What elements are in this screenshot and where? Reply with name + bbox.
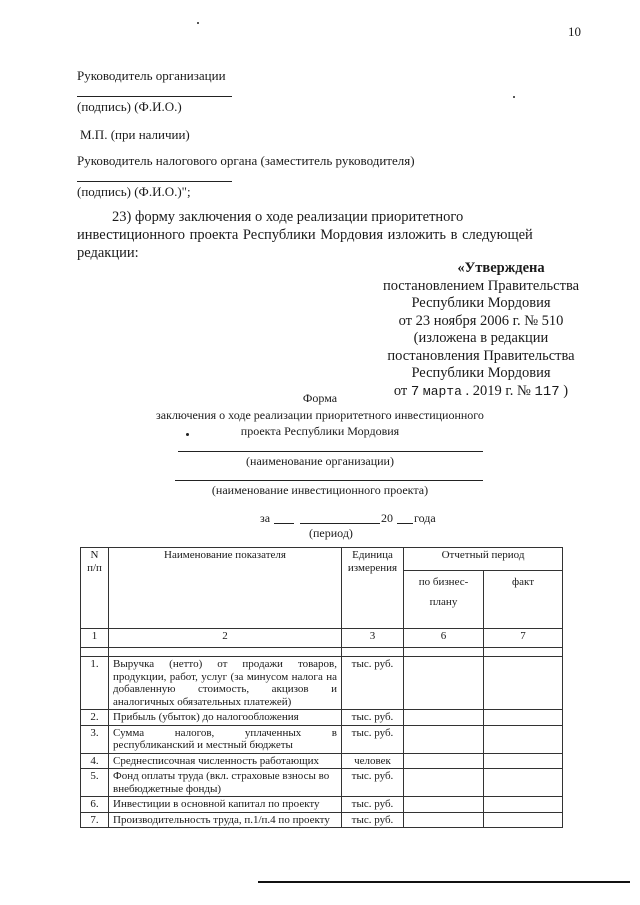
signature-caption-2: (подпись) (Ф.И.О.)"; [77,184,191,199]
table-row [81,797,563,813]
row-unit: тыс. руб. [342,657,404,710]
approval-date-day: 7 [410,383,420,400]
row-fact [484,769,563,797]
form-subtitle-1: заключения о ходе реализации приоритетного инвестиционного [156,408,484,422]
row-number: 1. [81,657,109,710]
row-plan [404,657,484,710]
table-row [81,725,563,753]
row-name: Инвестиции в основной капитал по проекту [109,797,342,813]
approval-block [376,260,586,401]
header-n: N п/п [81,548,109,629]
approval-line: постановления Правительства [387,347,575,364]
row-plan [404,769,484,797]
row-number: 3. [81,725,109,753]
row-name: Выручка (нетто) от продажи товаров, продукции, работ, услуг (за минусом налога на добавленную стоимость, акцизов и аналогичных обязательных платежей) [109,657,342,710]
row-name: Среднесписочная численность работающих [109,753,342,769]
row-plan [404,710,484,726]
colnum: 3 [342,629,404,648]
colnum: 6 [404,629,484,648]
row-unit: человек [342,753,404,769]
form-title: Форма [302,391,338,405]
column-numbers-row [81,629,563,648]
table-row [81,657,563,710]
scan-edge-mark [258,881,630,883]
signature-line-1 [77,96,232,97]
scan-dot [513,96,515,98]
row-plan [404,753,484,769]
period-blank-1 [274,523,294,524]
para23-line3: редакции: [77,245,139,261]
row-unit: тыс. руб. [342,797,404,813]
scan-dot [186,433,189,436]
colnum: 2 [109,629,342,648]
period-suffix: года [414,511,436,525]
header-fact: факт [484,571,563,629]
row-number: 7. [81,812,109,828]
para23-line1: 23) форму заключения о ходе реализации приоритетного [112,209,464,225]
signature-line-2 [77,181,232,182]
scan-dot [197,22,199,24]
form-subtitle-2: проекта Республики Мордовия [240,424,400,438]
table-row [81,769,563,797]
table-row [81,710,563,726]
row-name: Сумма налогов, уплаченных в республиканский и местный бюджеты [109,725,342,753]
approval-date-month: марта [422,383,462,399]
table-header-row [81,548,563,571]
row-plan [404,725,484,753]
period-year: 20 [381,511,393,525]
project-name-line [175,480,483,481]
row-unit: тыс. руб. [342,769,404,797]
approval-title: «Утверждена [457,260,545,276]
row-fact [484,753,563,769]
page-number: 10 [568,24,581,39]
approval-date-prefix: от [393,382,408,399]
signature-caption-1: (подпись) (Ф.И.О.) [77,99,182,114]
tax-head-label: Руководитель налогового органа (заместитель руководителя) [77,153,415,168]
org-head-label: Руководитель организации [77,68,226,83]
period-caption: (период) [309,526,353,540]
header-plan: по бизнес-плану [404,571,484,629]
row-number: 4. [81,753,109,769]
header-period: Отчетный период [404,548,563,571]
period-blank-2 [300,523,380,524]
colnum: 1 [81,629,109,648]
row-plan [404,797,484,813]
seal-label: М.П. (при наличии) [80,127,190,142]
row-fact [484,657,563,710]
row-fact [484,710,563,726]
period-blank-3 [397,523,413,524]
approval-line: Республики Мордовия [411,295,551,311]
row-unit: тыс. руб. [342,812,404,828]
approval-number: 117 [534,383,560,400]
approval-line: Республики Мордовия [411,365,551,381]
para23-line2: инвестиционного проекта Республики Мордовия изложить в следующей [77,227,533,243]
row-fact [484,725,563,753]
row-name: Производительность труда, п.1/п.4 по проекту [109,812,342,828]
row-name: Прибыль (убыток) до налогообложения [109,710,342,726]
row-fact [484,812,563,828]
row-unit: тыс. руб. [342,725,404,753]
approval-line: от 23 ноября 2006 г. № 510 [398,312,564,329]
approval-line: постановлением Правительства [382,277,580,294]
header-name: Наименование показателя [109,548,342,629]
approval-line: (изложена в редакции [413,330,549,346]
table-row [81,753,563,769]
approval-date-year: . 2019 г. № [465,382,531,399]
org-name-line [178,451,483,452]
org-name-caption: (наименование организации) [246,454,394,468]
colnum: 7 [484,629,563,648]
table-row [81,812,563,828]
project-name-caption: (наименование инвестиционного проекта) [211,483,429,497]
header-unit: Единица измерения [342,548,404,629]
period-prefix: за [260,511,271,525]
indicators-table [80,547,563,828]
spacer-row [81,648,563,657]
row-fact [484,797,563,813]
row-name: Фонд оплаты труда (вкл. страховые взносы во внебюджетные фонды) [109,769,342,797]
row-number: 2. [81,710,109,726]
row-plan [404,812,484,828]
row-unit: тыс. руб. [342,710,404,726]
approval-date-close: ) [563,382,569,399]
row-number: 5. [81,769,109,797]
row-number: 6. [81,797,109,813]
